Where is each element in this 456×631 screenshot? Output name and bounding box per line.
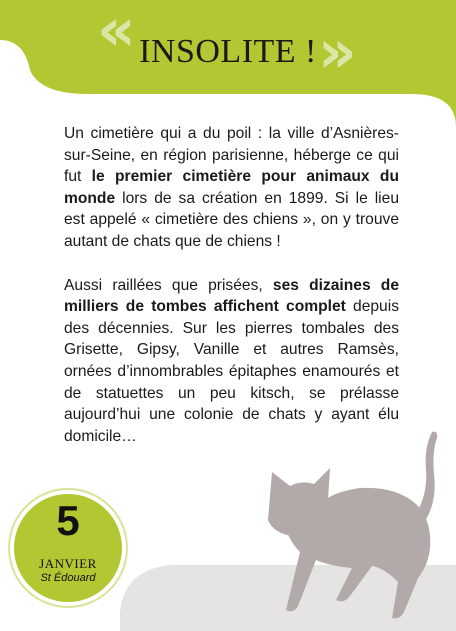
emphasis-text: le premier cimetière pour animaux du monde — [64, 168, 399, 207]
paragraph-text: lors de sa création en 1899. Si le lieu est appelé « cimetière des chiens », on y trouve autant de chats que de chiens ! — [64, 189, 399, 250]
paragraph-text: Aussi raillées que prisées, — [64, 276, 273, 294]
date-month: JANVIER — [39, 556, 97, 571]
date-saint: St Édouard — [40, 572, 96, 584]
paragraph-text: Un cimetière qui a du poil : la ville d’Asnières-sur-Seine, en région parisienne, héberge ce qui fut — [64, 125, 399, 186]
paragraph-text: depuis des décennies. Sur les pierres tombales des Grisette, Gipsy, Vanille et autres Ramsès, ornées d’innombrables épitaphes enamourés et de statuettes un peu kitsch, se prélasse aujourd’hui une colonie de chats y ayant élu domicile… — [64, 298, 399, 445]
page-title: INSOLITE ! — [139, 33, 317, 70]
chevrons-left-icon: « — [97, 0, 122, 65]
date-day: 5 — [56, 497, 80, 544]
chevrons-right-icon: » — [318, 17, 343, 87]
emphasis-text: ses dizaines de milliers de tombes affichent complet — [64, 276, 399, 316]
